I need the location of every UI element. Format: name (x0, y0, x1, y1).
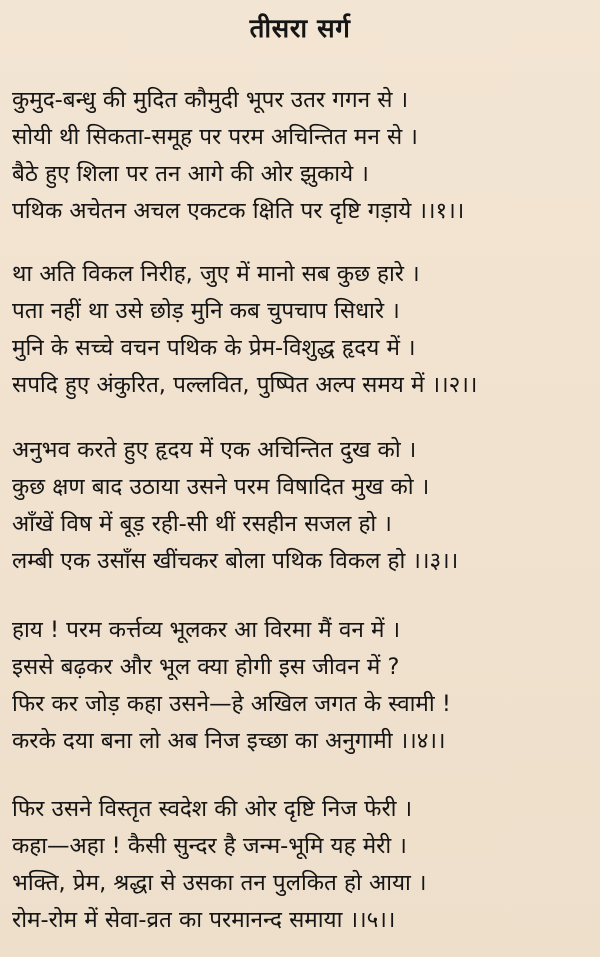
verse-line: सपदि हुए अंकुरित, पल्लवित, पुष्पित अल्प समय में ।।२।। (12, 372, 478, 398)
verse-line: कुमुद-बन्धु की मुदित कौमुदी भूपर उतर गगन से । (12, 87, 409, 113)
verse-line: रोम-रोम में सेवा-व्रत का परमानन्द समाया ।।५।। (12, 907, 396, 933)
verse-line: पथिक अचेतन अचल एकटक क्षिति पर दृष्टि गड़ाये ।।१।। (12, 198, 465, 224)
verse-line: इससे बढ़कर और भूल क्या होगी इस जीवन में ? (12, 654, 400, 680)
stanza-3 (12, 432, 596, 580)
page-title: तीसरा सर्ग (249, 14, 351, 44)
verse-line: था अति विकल निरीह, जुए में मानो सब कुछ हारे । (12, 261, 420, 287)
verse-line: आँखें विष में बूड़ रही-सी थीं रसहीन सजल हो । (12, 511, 392, 537)
verse-line: फिर कर जोड़ कहा उसने—हे अखिल जगत के स्वामी ! (12, 691, 451, 717)
verse-line: कुछ क्षण बाद उठाया उसने परम विषादित मुख को । (12, 474, 430, 500)
verse-line: सोयी थी सिकता-समूह पर परम अचिन्तित मन से । (12, 124, 418, 150)
verse-line: अनुभव करते हुए हृदय में एक अचिन्तित दुख को । (12, 437, 417, 463)
stanza-5 (12, 791, 596, 939)
stanza-4 (12, 612, 596, 760)
verse-line: फिर उसने विस्तृत स्वदेश की ओर दृष्टि निज फेरी । (12, 796, 413, 822)
verse-line: बैठे हुए शिला पर तन आगे की ओर झुकाये । (12, 161, 369, 187)
stanza-2 (12, 256, 596, 404)
verse-line: पता नहीं था उसे छोड़ मुनि कब चुपचाप सिधारे । (12, 298, 400, 324)
verse-line: भक्ति, प्रेम, श्रद्धा से उसका तन पुलकित हो आया । (12, 870, 427, 896)
verse-line: करके दया बना लो अब निज इच्छा का अनुगामी ।।४।। (12, 728, 446, 754)
verse-line: हाय ! परम कर्त्तव्य भूलकर आ विरमा मैं वन में । (12, 617, 401, 643)
stanza-1 (12, 82, 596, 230)
verse-line: मुनि के सच्चे वचन पथिक के प्रेम-विशुद्ध हृदय में । (12, 335, 416, 361)
verse-line: कहा—अहा ! कैसी सुन्दर है जन्म-भूमि यह मेरी । (12, 833, 407, 859)
verse-line: लम्बी एक उसाँस खींचकर बोला पथिक विकल हो ।।३।। (12, 548, 459, 574)
